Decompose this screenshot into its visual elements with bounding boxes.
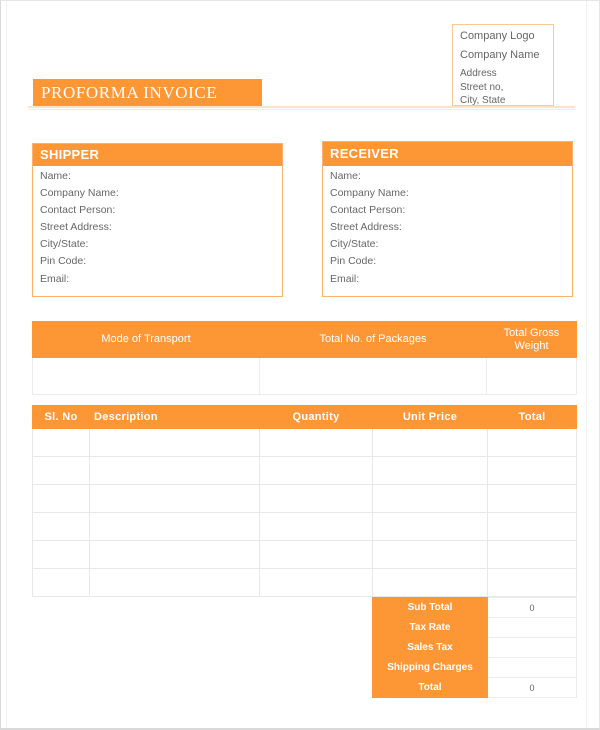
quantity-cell[interactable]: [260, 569, 373, 597]
shipper-box: [32, 143, 283, 297]
sales-tax-value[interactable]: [488, 638, 577, 658]
sales-tax-label: Sales Tax: [373, 638, 488, 658]
receiver-company-field[interactable]: Company Name:: [330, 187, 409, 200]
quantity-cell[interactable]: [260, 429, 373, 457]
sl-no-cell[interactable]: [33, 541, 90, 569]
shipper-name-field[interactable]: Name:: [40, 170, 71, 182]
description-cell[interactable]: [90, 569, 260, 597]
shipper-contact-field[interactable]: Contact Person:: [40, 204, 116, 217]
page-edge: [6, 1, 7, 728]
header-divider: [28, 109, 575, 110]
total-cell[interactable]: [488, 541, 577, 569]
receiver-contact-field[interactable]: Contact Person:: [330, 204, 406, 217]
sl-no-cell[interactable]: [33, 485, 90, 513]
summary-row-subtotal: [373, 598, 577, 618]
description-cell[interactable]: [90, 541, 260, 569]
subtotal-label: Sub Total: [373, 598, 488, 618]
transport-table: [32, 321, 577, 395]
description-cell[interactable]: [90, 513, 260, 541]
gross-weight-cell[interactable]: [487, 358, 577, 395]
header-divider: [28, 106, 575, 108]
table-row: [33, 429, 577, 457]
table-row: [33, 541, 577, 569]
total-cell[interactable]: [488, 485, 577, 513]
document-title: PROFORMA INVOICE: [33, 79, 262, 106]
table-row: [33, 513, 577, 541]
unit-price-cell[interactable]: [373, 485, 488, 513]
column-header-total-packages: Total No. of Packages: [260, 322, 487, 358]
tax-rate-label: Tax Rate: [373, 618, 488, 638]
table-row: [33, 358, 577, 395]
transport-header-row: [33, 322, 577, 358]
column-header-description: Description: [90, 406, 260, 429]
summary-row-sales-tax: [373, 638, 577, 658]
sl-no-cell[interactable]: [33, 429, 90, 457]
table-row: [33, 457, 577, 485]
receiver-title: RECEIVER: [323, 142, 572, 166]
shipper-fields: [33, 166, 282, 288]
sl-no-cell[interactable]: [33, 513, 90, 541]
company-name: Company Name: [460, 49, 540, 61]
summary-row-tax-rate: [373, 618, 577, 638]
tax-rate-value[interactable]: [488, 618, 577, 638]
receiver-name-field[interactable]: Name:: [330, 170, 361, 182]
total-cell[interactable]: [488, 569, 577, 597]
page-edge: [586, 1, 587, 728]
total-cell[interactable]: [488, 513, 577, 541]
receiver-email-field[interactable]: Email:: [330, 272, 360, 285]
total-label: Total: [373, 678, 488, 698]
column-header-sl-no: Sl. No: [33, 406, 90, 429]
total-cell[interactable]: [488, 457, 577, 485]
receiver-city-field[interactable]: City/State:: [330, 238, 379, 251]
mode-of-transport-cell[interactable]: [33, 358, 260, 395]
unit-price-cell[interactable]: [373, 457, 488, 485]
sl-no-cell[interactable]: [33, 457, 90, 485]
company-info-box: [452, 24, 554, 106]
unit-price-cell[interactable]: [373, 541, 488, 569]
sl-no-cell[interactable]: [33, 569, 90, 597]
receiver-pin-field[interactable]: Pin Code:: [330, 255, 377, 268]
shipping-charges-value[interactable]: [488, 658, 577, 678]
shipper-email-field[interactable]: Email:: [40, 272, 70, 285]
unit-price-cell[interactable]: [373, 429, 488, 457]
shipping-charges-label: Shipping Charges: [373, 658, 488, 678]
company-logo-placeholder: Company Logo: [460, 30, 535, 42]
receiver-fields: [323, 166, 572, 288]
quantity-cell[interactable]: [260, 513, 373, 541]
address-line: Address: [460, 68, 497, 79]
shipper-pin-field[interactable]: Pin Code:: [40, 255, 87, 268]
summary-row-total: [373, 678, 577, 698]
total-packages-cell[interactable]: [260, 358, 487, 395]
quantity-cell[interactable]: [260, 457, 373, 485]
unit-price-cell[interactable]: [373, 513, 488, 541]
description-cell[interactable]: [90, 457, 260, 485]
address-line: Street no,: [460, 81, 504, 93]
shipper-title: SHIPPER: [33, 144, 282, 166]
company-address: [460, 67, 553, 108]
total-value[interactable]: 0: [488, 678, 577, 698]
shipper-street-field[interactable]: Street Address:: [40, 221, 112, 234]
description-cell[interactable]: [90, 485, 260, 513]
address-line: City, State: [460, 95, 506, 106]
column-header-total: Total: [488, 406, 577, 429]
summary-table: [372, 597, 577, 698]
table-row: [33, 569, 577, 597]
quantity-cell[interactable]: [260, 541, 373, 569]
summary-row-shipping: [373, 658, 577, 678]
receiver-box: [322, 141, 573, 297]
column-header-gross-weight: Total Gross Weight: [487, 322, 577, 358]
table-row: [33, 485, 577, 513]
shipper-company-field[interactable]: Company Name:: [40, 187, 119, 200]
receiver-street-field[interactable]: Street Address:: [330, 221, 402, 234]
column-header-unit-price: Unit Price: [373, 406, 488, 429]
items-header-row: [33, 406, 577, 429]
shipper-city-field[interactable]: City/State:: [40, 238, 89, 251]
column-header-mode-of-transport: Mode of Transport: [33, 322, 260, 358]
items-table: [32, 405, 577, 597]
description-cell[interactable]: [90, 429, 260, 457]
unit-price-cell[interactable]: [373, 569, 488, 597]
column-header-quantity: Quantity: [260, 406, 373, 429]
subtotal-value[interactable]: 0: [488, 598, 577, 618]
quantity-cell[interactable]: [260, 485, 373, 513]
total-cell[interactable]: [488, 429, 577, 457]
